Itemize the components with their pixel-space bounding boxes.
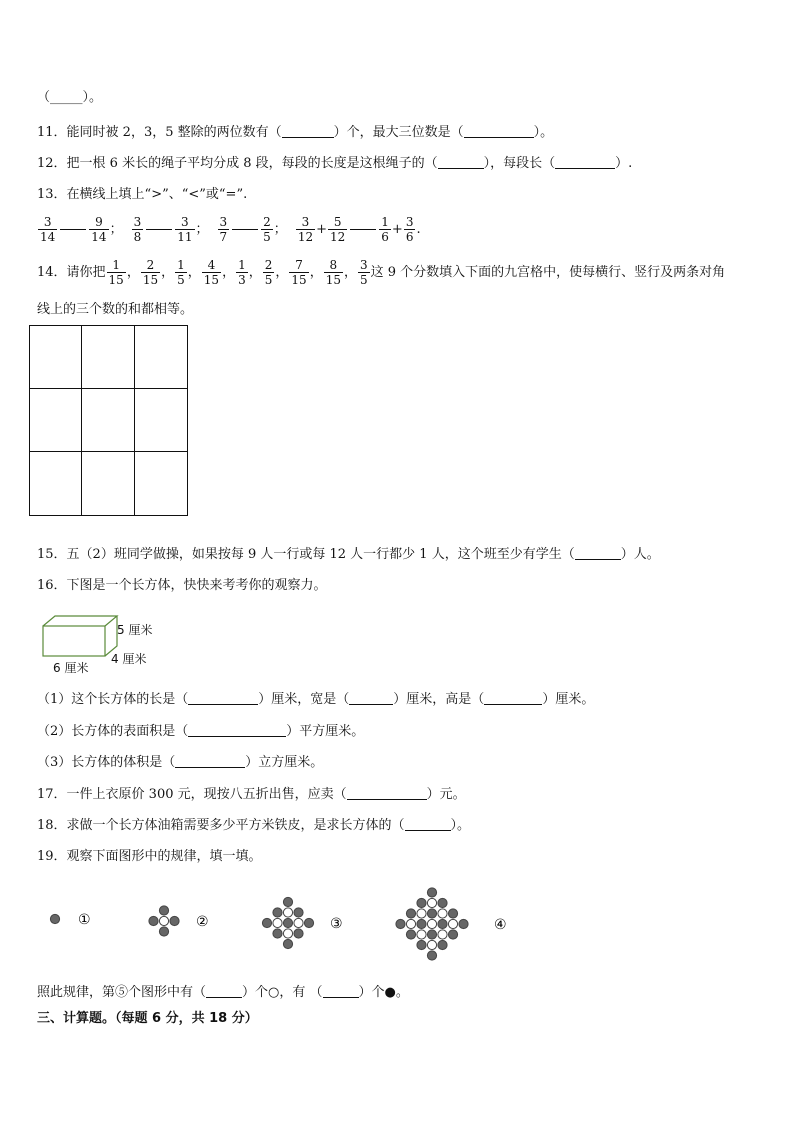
filled-dot xyxy=(304,918,313,927)
fraction: $\frac{8}{15}$ xyxy=(325,258,341,287)
fraction: $\frac{2}{15}$ xyxy=(142,258,159,287)
question-14: 14．请你把 $\frac{1}{15}$ ， $\frac{2}{15}$ ， $\frac{1}{5}$ ， $\frac{4}{15}$ ， $\frac{1}{3}$ ， $\frac{2}{5}$ ， $\frac{7}{15}$ ， $\frac{8}{15}$ ， $\frac{3}{5}$ 这 9 个分数填入下面的九宫格中，使每横行、竖行及两条对角 xyxy=(37,258,726,287)
question-16-part2: （2）长方体的表面积是（ ）平方厘米。 xyxy=(37,724,365,739)
section-3-heading: 三、计算题。（每题 6 分，共 18 分） xyxy=(37,1011,258,1026)
filled-dot xyxy=(294,908,303,917)
answer-blank[interactable] xyxy=(405,818,451,831)
figure-number-label: ① xyxy=(78,912,91,928)
answer-blank[interactable] xyxy=(323,985,359,998)
answer-blank[interactable] xyxy=(282,125,334,138)
hollow-dot xyxy=(427,940,436,949)
compare-blank[interactable] xyxy=(146,229,172,230)
q10-tail: （_____）。 xyxy=(37,90,103,105)
hollow-dot xyxy=(438,930,447,939)
hollow-dot xyxy=(283,929,292,938)
hollow-dot xyxy=(417,909,426,918)
figure-number-label: ④ xyxy=(494,917,507,933)
hollow-dot xyxy=(273,918,282,927)
filled-dot xyxy=(438,898,447,907)
fraction: $\frac{1}{5}$ xyxy=(177,258,185,287)
filled-dot xyxy=(273,929,282,938)
grid-cell[interactable] xyxy=(30,452,82,515)
filled-dot xyxy=(50,914,59,923)
fraction: $\frac{3}{5}$ xyxy=(360,258,368,287)
fraction: $\frac{4}{15}$ xyxy=(203,258,220,287)
answer-blank[interactable] xyxy=(175,755,245,768)
filled-dot xyxy=(283,897,292,906)
filled-dot xyxy=(170,916,179,925)
compare-blank[interactable] xyxy=(232,229,258,230)
fraction: $\frac{1}{15}$ xyxy=(108,258,124,287)
question-13-title: 13．在横线上填上“>”、“<”或“=”. xyxy=(37,187,248,202)
fraction: $\frac{1}{3}$ xyxy=(238,258,246,287)
hollow-dot xyxy=(406,919,415,928)
question-19-answer: 照此规律，第⑤个图形中有（ ）个○，有 （ ）个●。 xyxy=(37,985,409,1000)
fraction: $\frac{2}{5}$ xyxy=(263,215,271,244)
hollow-dot xyxy=(448,919,457,928)
answer-blank[interactable] xyxy=(188,724,286,737)
filled-dot xyxy=(159,927,168,936)
filled-dot xyxy=(159,906,168,915)
fraction: $\frac{5}{12}$ xyxy=(330,215,346,244)
dim-length-label: 6 厘米 xyxy=(53,661,89,675)
hollow-dot xyxy=(283,908,292,917)
filled-dot xyxy=(294,929,303,938)
grid-cell[interactable] xyxy=(82,389,134,452)
filled-dot xyxy=(149,916,158,925)
question-16-part3: （3）长方体的体积是（ ）立方厘米。 xyxy=(37,755,324,770)
grid-cell[interactable] xyxy=(30,389,82,452)
grid-cell[interactable] xyxy=(82,326,134,389)
question-17: 17．一件上衣原价 300 元，现按八五折出售，应卖（ ）元。 xyxy=(37,787,466,802)
filled-dot xyxy=(273,908,282,917)
hollow-dot xyxy=(294,918,303,927)
filled-dot xyxy=(417,898,426,907)
grid-cell[interactable] xyxy=(135,326,187,389)
magic-square-grid xyxy=(29,325,188,516)
filled-dot xyxy=(427,909,436,918)
filled-dot xyxy=(417,919,426,928)
answer-blank[interactable] xyxy=(464,125,534,138)
filled-dot xyxy=(406,930,415,939)
question-14-line2: 线上的三个数的和都相等。 xyxy=(37,302,194,317)
grid-cell[interactable] xyxy=(30,326,82,389)
answer-blank[interactable] xyxy=(555,156,615,169)
grid-cell[interactable] xyxy=(135,389,187,452)
filled-dot xyxy=(448,909,457,918)
fraction: $\frac{3}{11}$ xyxy=(177,215,193,244)
answer-blank[interactable] xyxy=(438,156,484,169)
hollow-dot xyxy=(159,916,168,925)
question-16-part1: （1）这个长方体的长是（ ）厘米，宽是（ ）厘米，高是（ ）厘米。 xyxy=(37,692,595,707)
question-11: 11．能同时被 2，3，5 整除的两位数有（ ）个，最大三位数是（ ）。 xyxy=(37,125,554,140)
grid-cell[interactable] xyxy=(82,452,134,515)
filled-dot xyxy=(427,888,436,897)
filled-dot xyxy=(438,940,447,949)
hollow-dot xyxy=(427,898,436,907)
question-12: 12．把一根 6 米长的绳子平均分成 8 段，每段的长度是这根绳子的（ ），每段长（ ）. xyxy=(37,156,633,171)
cuboid-front-face xyxy=(43,626,105,656)
answer-blank[interactable] xyxy=(347,787,427,800)
filled-dot xyxy=(459,919,468,928)
fraction: $\frac{3}{12}$ xyxy=(297,215,314,244)
fraction: $\frac{3}{8}$ xyxy=(133,215,142,244)
filled-dot xyxy=(427,951,436,960)
question-13-items: $\frac{3}{14}$ $\frac{9}{14}$ ； $\frac{3}{8}$ $\frac{3}{11}$ ； $\frac{3}{7}$ $\frac{2}{5}$ ； $\frac{3}{12}$ + $\frac{5}{12}$ $\frac{1}{6}$ + $\frac{3}{6}$ . xyxy=(40,215,421,244)
figure-number-label: ② xyxy=(196,914,209,930)
cuboid-figure xyxy=(40,612,120,662)
filled-dot xyxy=(438,919,447,928)
answer-blank[interactable] xyxy=(349,692,393,705)
question-18: 18．求做一个长方体油箱需要多少平方米铁皮，是求长方体的（ ）。 xyxy=(37,818,471,833)
fraction: $\frac{7}{15}$ xyxy=(291,258,307,287)
cuboid-top-face xyxy=(43,616,117,626)
hollow-dot xyxy=(417,930,426,939)
filled-dot xyxy=(262,918,271,927)
fraction: $\frac{9}{14}$ xyxy=(91,215,107,244)
filled-dot xyxy=(406,909,415,918)
dim-width-label: 4 厘米 xyxy=(111,652,147,666)
fraction: $\frac{2}{5}$ xyxy=(264,258,273,287)
filled-dot xyxy=(427,930,436,939)
filled-dot xyxy=(396,919,405,928)
filled-dot xyxy=(283,939,292,948)
fraction: $\frac{1}{6}$ xyxy=(381,215,389,244)
answer-blank[interactable] xyxy=(484,692,542,705)
answer-blank[interactable] xyxy=(188,692,258,705)
compare-blank[interactable] xyxy=(60,229,86,230)
fraction: $\frac{3}{14}$ xyxy=(40,215,56,244)
answer-blank[interactable] xyxy=(206,985,242,998)
filled-dot xyxy=(417,940,426,949)
question-15: 15．五（2）班同学做操，如果按每 9 人一行或每 12 人一行都少 1 人，这个班至少有学生（ ）人。 xyxy=(37,547,660,562)
filled-dot xyxy=(283,918,292,927)
fraction: $\frac{3}{6}$ xyxy=(405,215,414,244)
dim-height-label: 5 厘米 xyxy=(117,623,153,637)
question-16-title: 16．下图是一个长方体，快快来考考你的观察力。 xyxy=(37,578,327,593)
hollow-dot xyxy=(438,909,447,918)
fraction: $\frac{3}{7}$ xyxy=(219,215,228,244)
question-19-title: 19．观察下面图形中的规律，填一填。 xyxy=(37,849,262,864)
hollow-dot xyxy=(427,919,436,928)
dot-pattern-figures xyxy=(40,880,520,975)
compare-blank[interactable] xyxy=(350,229,376,230)
grid-cell[interactable] xyxy=(135,452,187,515)
filled-dot xyxy=(448,930,457,939)
figure-number-label: ③ xyxy=(330,916,343,932)
answer-blank[interactable] xyxy=(575,547,621,560)
